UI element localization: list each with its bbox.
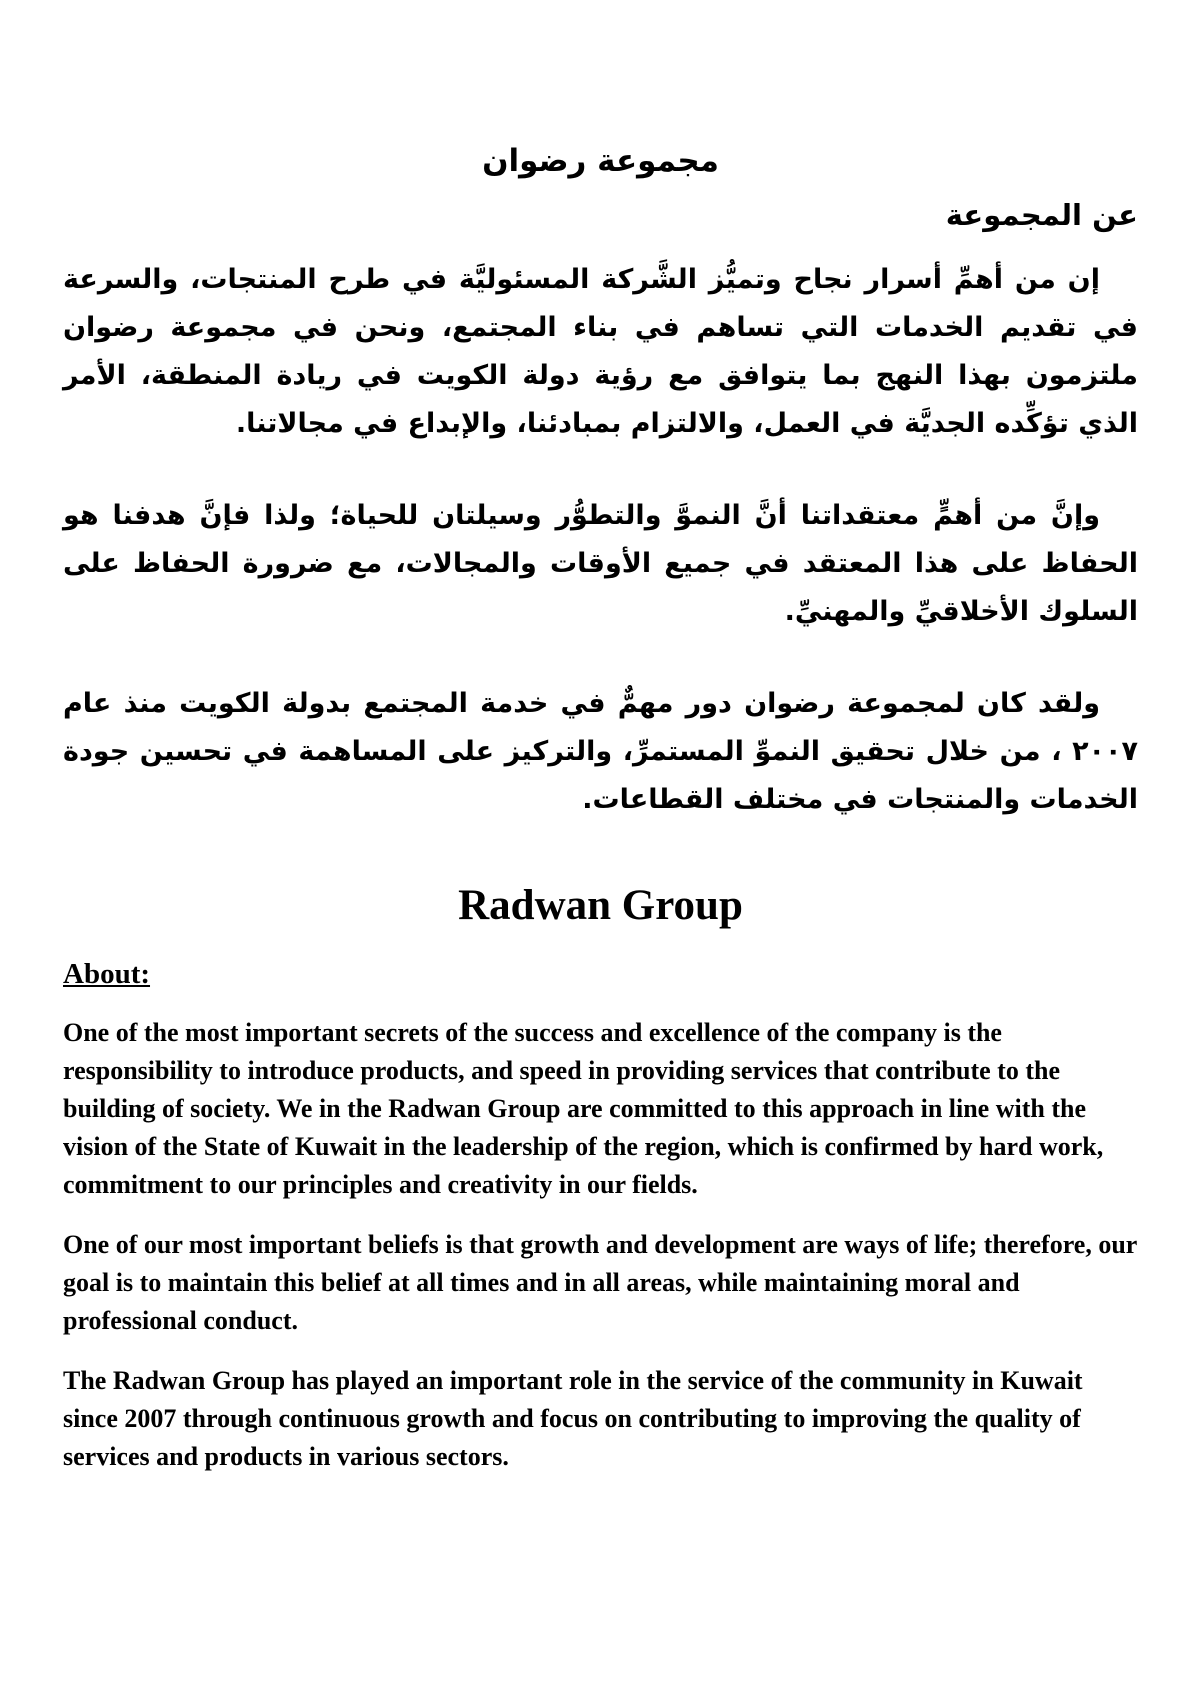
arabic-paragraph-1: إن من أهمِّ أسرار نجاح وتميُّز الشَّركة المسئوليَّة في طرح المنتجات، والسرعة في تقديم الخدمات التي تساهم في بناء المجتمع، ونحن في مجموعة رضوان ملتزمون بهذا النهج بما يتوافق مع رؤية دولة الكويت في ريادة المنطقة، الأمر الذي تؤكِّده الجديَّة في العمل، والالتزام بمبادئنا، والإبداع في مجالاتنا. [63, 263, 1138, 439]
arabic-about-heading: عن المجموعة [945, 198, 1138, 233]
arabic-section [63, 140, 1138, 824]
arabic-paragraph-3: ولقد كان لمجموعة رضوان دور مهمٌّ في خدمة المجتمع بدولة الكويت منذ عام ٢٠٠٧ ، من خلال تحقيق النموِّ المستمرِّ، والتركيز على المساهمة في تحسين جودة الخدمات والمنتجات في مختلف القطاعات. [63, 687, 1138, 815]
arabic-document-title: مجموعة رضوان [482, 143, 719, 179]
english-document-title: Radwan Group [458, 881, 743, 929]
english-about-heading: About: [63, 957, 151, 990]
english-section [63, 882, 1138, 1476]
arabic-paragraph-2: وإنَّ من أهمٍّ معتقداتنا أنَّ النموَّ والتطوُّر وسيلتان للحياة؛ ولذا فإنَّ هدفنا هو الحفاظ على هذا المعتقد في جميع الأوقات والمجالات، مع ضرورة الحفاظ على السلوك الأخلاقيِّ والمهنيِّ. [63, 499, 1138, 627]
english-paragraph-2: One of our most important beliefs is that growth and development are ways of life; therefore, our goal is to maintain this belief at all times and in all areas, while maintaining moral and professional conduct. [63, 1229, 1137, 1335]
english-paragraph-1: One of the most important secrets of the success and excellence of the company is the responsibility to introduce products, and speed in providing services that contribute to the building of society. We in the Radwan Group are committed to this approach in line with the vision of the State of Kuwait in the leadership of the region, which is confirmed by hard work, commitment to our principles and creativity in our fields. [63, 1017, 1104, 1199]
english-paragraph-3: The Radwan Group has played an important role in the service of the community in Kuwait since 2007 through continuous growth and focus on contributing to improving the quality of services and products in various sectors. [63, 1365, 1083, 1471]
